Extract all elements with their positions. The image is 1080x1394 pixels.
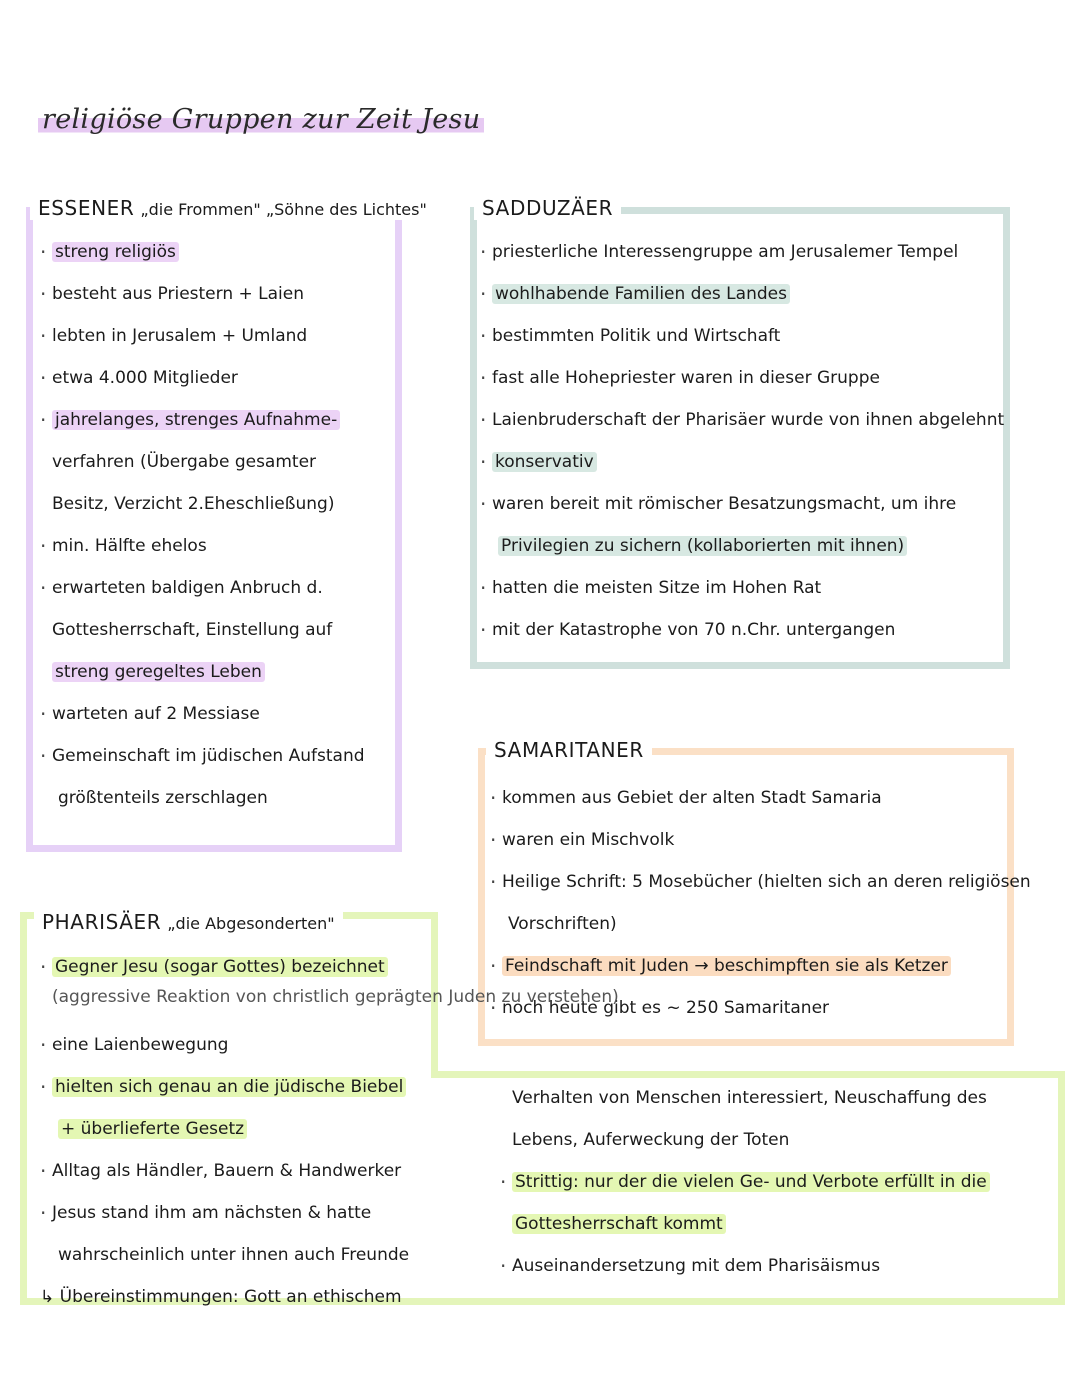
pharisaeer-heading: PHARISÄER „die Abgesonderten" [34,910,343,934]
sadduzaeer-list [492,231,1004,651]
list-item: streng geregeltes Leben [52,651,365,693]
list-item: größtenteils zerschlagen [58,788,268,808]
list-item: · etwa 4.000 Mitglieder [52,357,365,399]
list-item: Gottesherrschaft kommt [512,1203,990,1245]
list-item: · hatten die meisten Sitze im Hohen Rat [492,567,1004,609]
sadduzaeer-heading: SADDUZÄER [474,196,621,220]
list-item: Besitz, Verzicht 2.Eheschließung) [52,494,335,514]
list-item: · Feindschaft mit Juden → beschimpften sie als Ketzer [502,945,1031,987]
list-item: · eine Laienbewegung [52,1024,619,1066]
list-item: · jahrelanges, strenges Aufnahme- [52,399,365,441]
list-item: · Heilige Schrift: 5 Mosebücher (hielten sich an deren religiösen [502,861,1031,903]
list-item: · Laienbruderschaft der Pharisäer wurde von ihnen abgelehnt [492,399,1004,441]
list-item: · Strittig: nur der die vielen Ge- und Verbote erfüllt in die [512,1161,990,1203]
samaritaner-heading: SAMARITANER [486,738,652,762]
list-item: · wohlhabende Familien des Landes [492,273,1004,315]
list-item: Gottesherrschaft, Einstellung auf [52,620,333,640]
list-item: Lebens, Auferweckung der Toten [512,1130,790,1150]
list-item: · lebten in Jerusalem + Umland [52,315,365,357]
list-item: · min. Hälfte ehelos [52,525,365,567]
essener-heading: ESSENER „die Frommen" „Söhne des Lichtes" [30,196,435,220]
list-item: · hielten sich genau an die jüdische Biebel [52,1066,619,1108]
essener-list [52,231,365,819]
essener-subtitle: „die Frommen" „Söhne des Lichtes" [140,200,427,219]
list-item: Privilegien zu sichern (kollaborierten mit ihnen) [492,525,1004,567]
list-item: · Gegner Jesu (sogar Gottes) bezeichnet [52,946,619,988]
list-item: · Gemeinschaft im jüdischen Aufstand [52,735,365,777]
list-item: · noch heute gibt es ~ 250 Samaritaner [502,987,1031,1029]
list-item: · streng religiös [52,231,365,273]
list-item: · priesterliche Interessengruppe am Jerusalemer Tempel [492,231,1004,273]
list-item: ↳ Übereinstimmungen: Gott an ethischem [40,1287,402,1307]
list-item: verfahren (Übergabe gesamter [52,452,317,472]
list-item: Vorschriften) [508,914,617,934]
list-item: · fast alle Hohepriester waren in dieser Gruppe [492,357,1004,399]
list-item: · warteten auf 2 Messiase [52,693,365,735]
list-item: · kommen aus Gebiet der alten Stadt Samaria [502,777,1031,819]
pharisaeer-list-right [512,1077,990,1287]
list-item: · besteht aus Priestern + Laien [52,273,365,315]
list-item: Verhalten von Menschen interessiert, Neuschaffung des [512,1088,987,1108]
list-item: · bestimmten Politik und Wirtschaft [492,315,1004,357]
list-item: · Jesus stand ihm am nächsten & hatte [52,1192,619,1234]
page-title: religiöse Gruppen zur Zeit Jesu [38,104,484,135]
list-item: · Auseinandersetzung mit dem Pharisäismus [512,1245,990,1287]
list-item: · waren ein Mischvolk [502,819,1031,861]
list-item: · mit der Katastrophe von 70 n.Chr. untergangen [492,609,1004,651]
pharisaeer-subtitle: „die Abgesonderten" [167,914,335,933]
list-item: wahrscheinlich unter ihnen auch Freunde [58,1245,410,1265]
list-item: · Alltag als Händler, Bauern & Handwerker [52,1150,619,1192]
list-item: · waren bereit mit römischer Besatzungsmacht, um ihre [492,483,1004,525]
list-item: · erwarteten baldigen Anbruch d. [52,567,365,609]
pharisaeer-note: (aggressive Reaktion von christlich geprägten Juden zu verstehen) [52,987,619,1007]
list-item: · konservativ [492,441,1004,483]
list-item: + überlieferte Gesetz [52,1108,619,1150]
